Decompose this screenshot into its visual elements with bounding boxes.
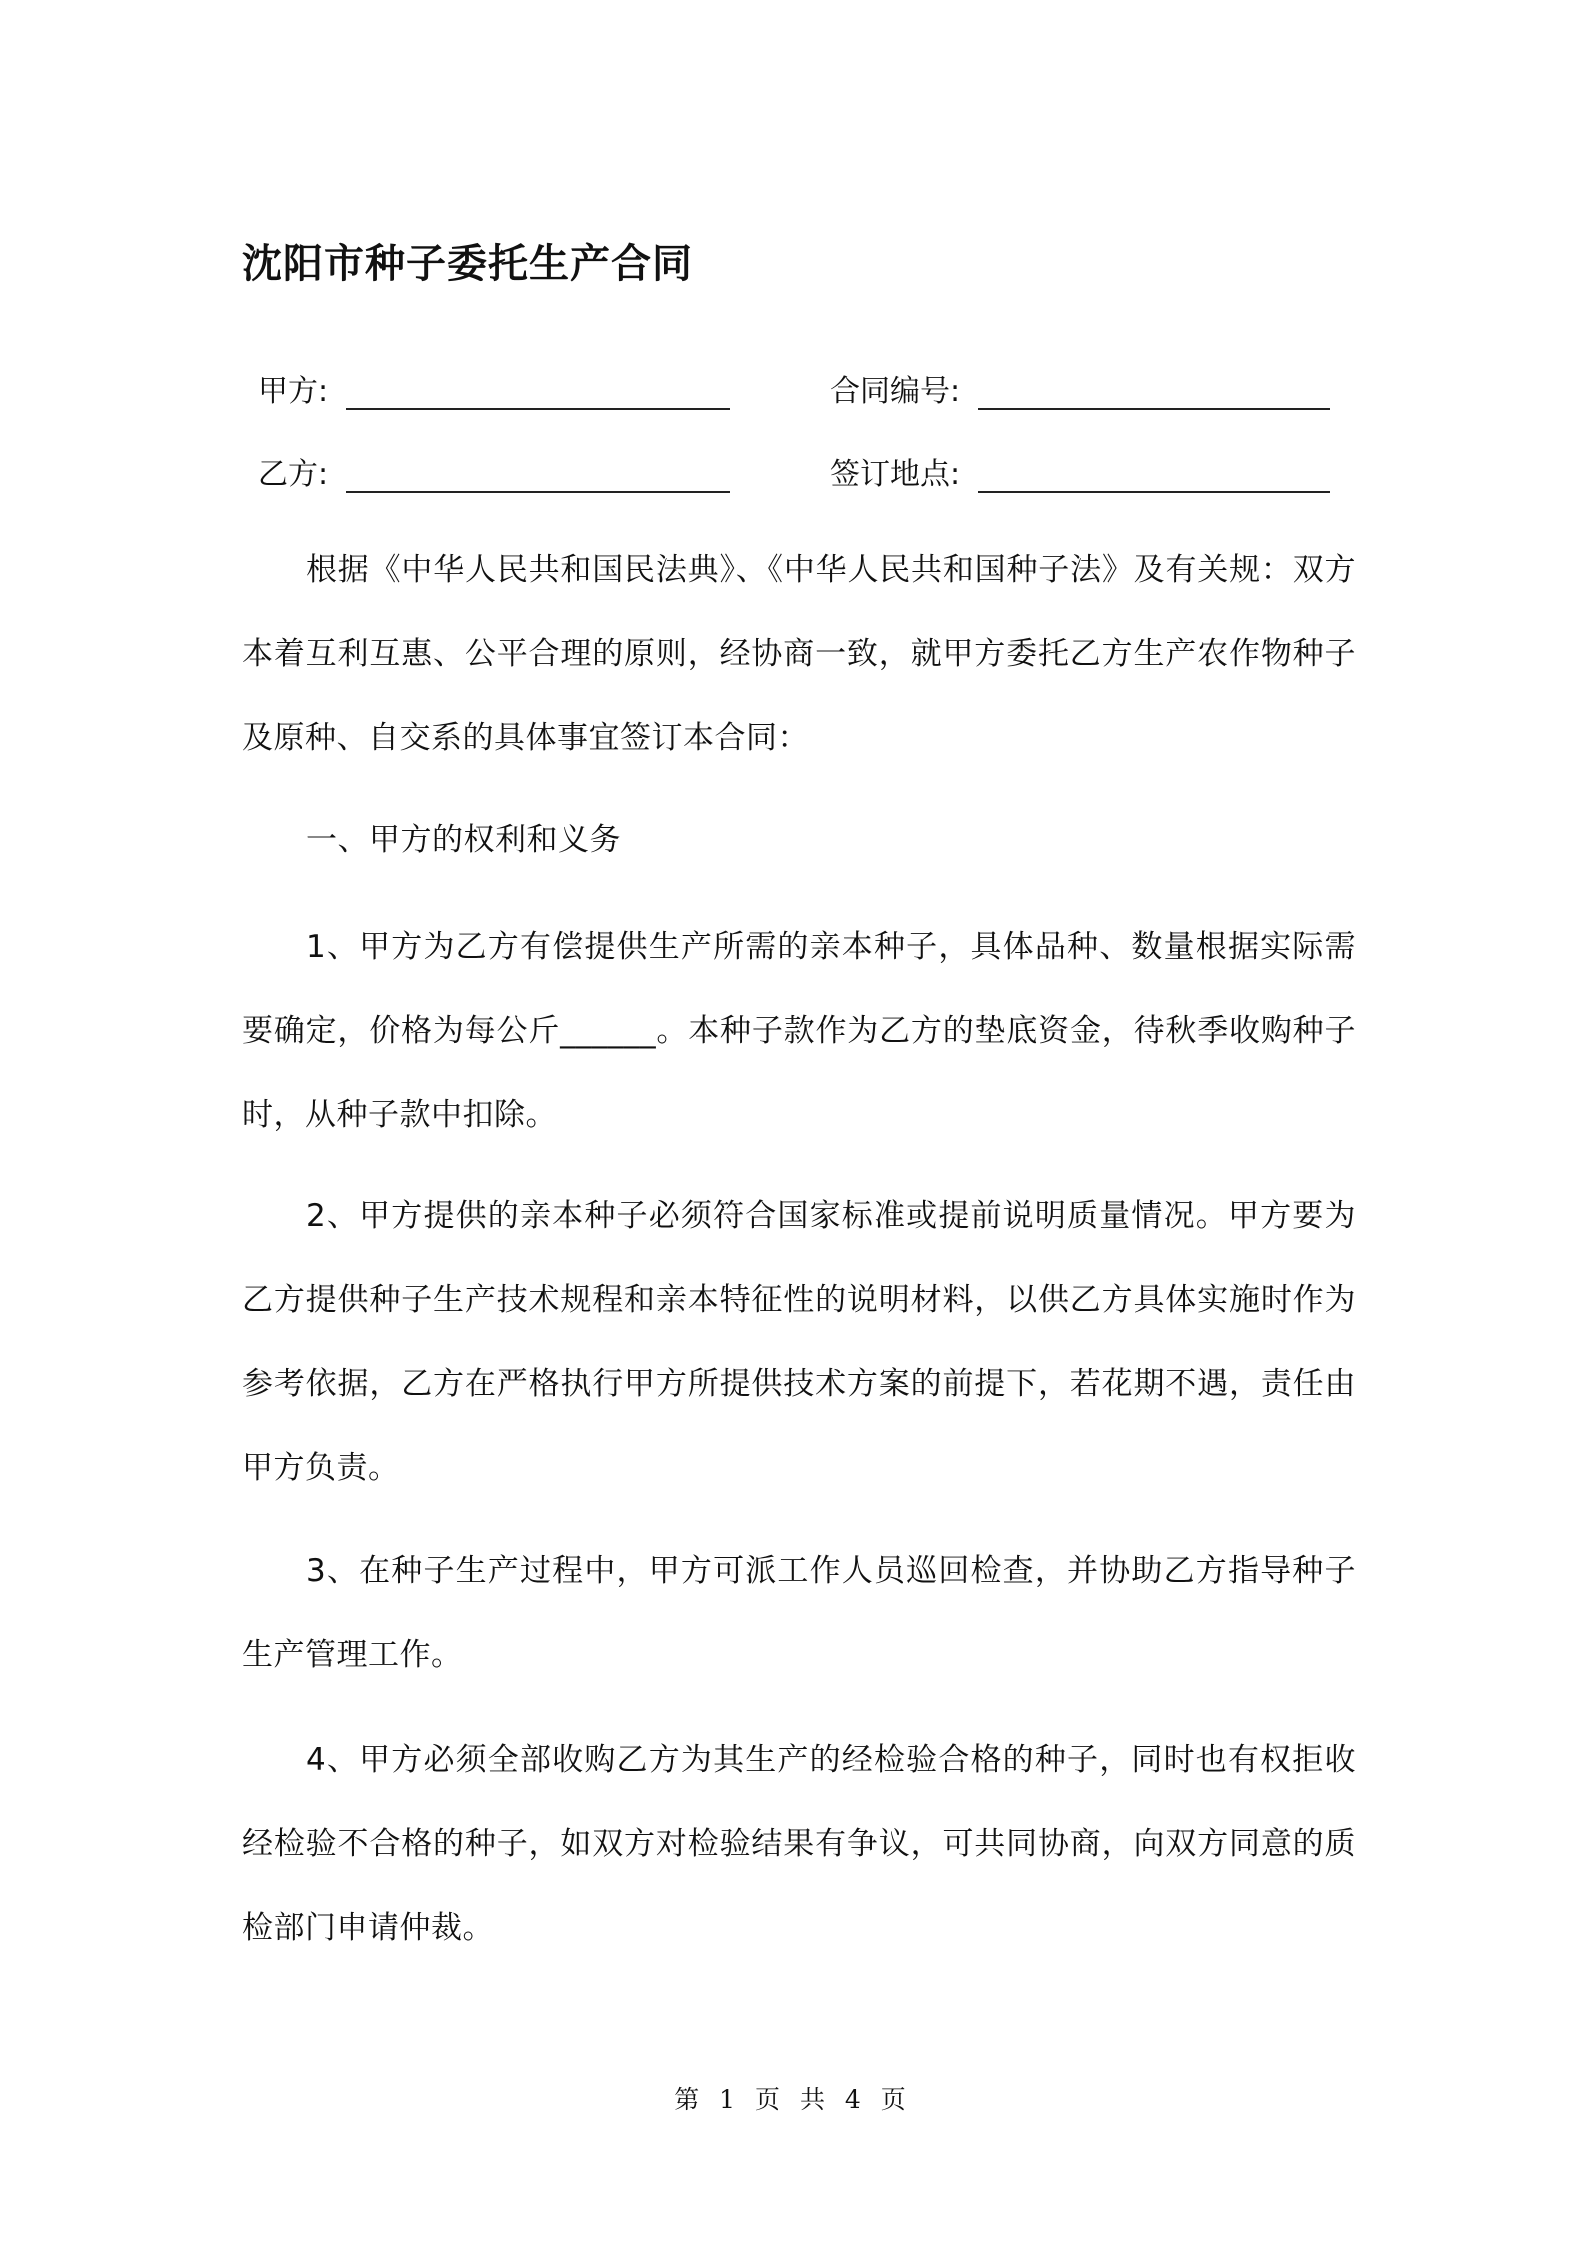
clause-paragraph: 2、甲方提供的亲本种子必须符合国家标准或提前说明质量情况。甲方要为乙方提供种子生产技术规程和亲本特征性的说明材料，以供乙方具体实施时作为参考依据，乙方在严格执行甲方所提供技术方案的前提下，若花期不遇，责任由甲方负责。	[242, 1198, 1356, 1486]
party-a-field	[258, 366, 730, 410]
contract-no-field	[830, 366, 1330, 410]
contract-no-blank	[978, 378, 1330, 410]
party-a-label: 甲方:	[258, 374, 329, 409]
sign-place-blank	[978, 461, 1330, 493]
clause-paragraph: 1、甲方为乙方有偿提供生产所需的亲本种子，具体品种、数量根据实际需要确定，价格为每公斤______。本种子款作为乙方的垫底资金，待秋季收购种子时，从种子款中扣除。	[242, 929, 1356, 1133]
clause-paragraph: 3、在种子生产过程中，甲方可派工作人员巡回检查，并协助乙方指导种子生产管理工作。	[242, 1553, 1356, 1673]
party-b-label: 乙方:	[258, 457, 329, 492]
party-b-field	[258, 449, 730, 493]
intro-paragraph: 根据《中华人民共和国民法典》、《中华人民共和国种子法》及有关规：双方本着互利互惠、公平合理的原则，经协商一致，就甲方委托乙方生产农作物种子及原种、自交系的具体事宜签订本合同：	[242, 552, 1356, 756]
section-heading: 一、甲方的权利和义务	[306, 822, 621, 858]
contract-no-label: 合同编号:	[830, 374, 961, 409]
sign-place-field	[830, 449, 1330, 493]
clause-paragraph: 4、甲方必须全部收购乙方为其生产的经检验合格的种子，同时也有权拒收经检验不合格的种子，如双方对检验结果有争议，可共同协商，向双方同意的质检部门申请仲裁。	[242, 1742, 1356, 1946]
party-a-blank	[346, 378, 730, 410]
party-b-blank	[346, 461, 730, 493]
page-number-footer: 第 1 页 共 4 页	[674, 2085, 912, 2114]
sign-place-label: 签订地点:	[830, 457, 961, 492]
document-title: 沈阳市种子委托生产合同	[242, 241, 693, 287]
